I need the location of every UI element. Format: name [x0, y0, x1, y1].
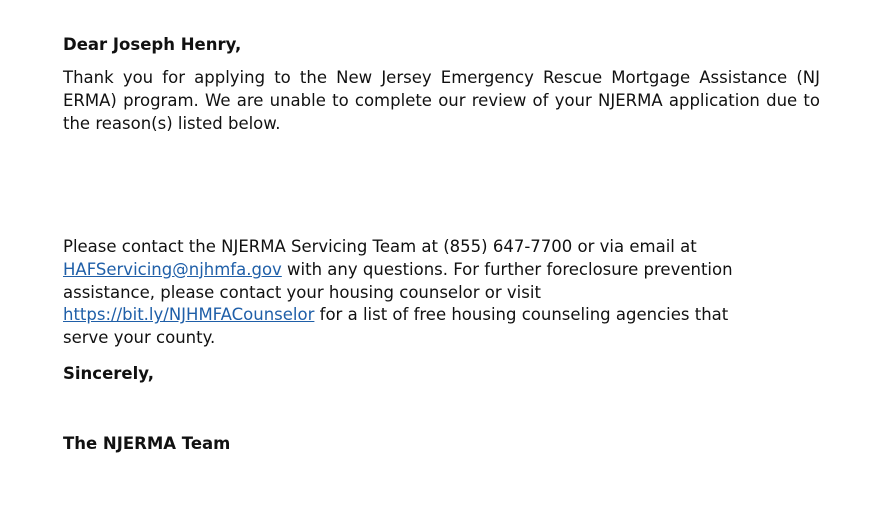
contact-line-2 [63, 259, 820, 282]
contact-line-3: assistance, please contact your housing counselor or visit [63, 282, 541, 302]
letter-signature: The NJERMA Team [63, 434, 231, 453]
letter-greeting: Dear Joseph Henry, [63, 35, 242, 54]
contact-line-4 [63, 304, 820, 327]
contact-line-1: Please contact the NJERMA Servicing Team at (855) 647-7700 or via email at [63, 237, 697, 256]
counselor-url-link[interactable]: https://bit.ly/NJHMFACounselor [63, 305, 315, 325]
contact-line-4-text: for a list of free housing counseling agencies that [314, 305, 729, 325]
contact-paragraph [63, 236, 820, 350]
contact-line-2-text: with any questions. For further foreclosure prevention [281, 259, 733, 279]
letter-signoff: Sincerely, [63, 364, 154, 383]
contact-line-5: serve your county. [63, 328, 216, 348]
servicing-email-link[interactable]: HAFServicing@njhmfa.gov [63, 259, 282, 279]
intro-paragraph: Thank you for applying to the New Jersey Emergency Rescue Mortgage Assistance (NJ ERMA) program. We are unable to complete our review of your NJERMA application due to the reason(s) listed below. [63, 68, 820, 133]
